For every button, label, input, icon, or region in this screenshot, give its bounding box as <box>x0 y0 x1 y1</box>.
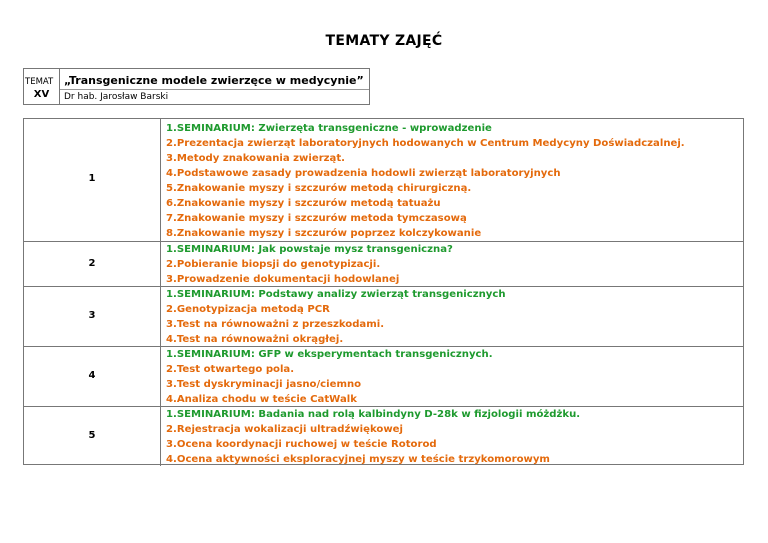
practical-item: 3.Test na równoważni z przeszkodami. <box>166 319 385 330</box>
schedule-table <box>23 118 744 465</box>
practical-item: 3.Metody znakowania zwierząt. <box>166 153 346 164</box>
topic-number-cell <box>24 69 60 104</box>
practical-item: 2.Prezentacja zwierząt laboratoryjnych hodowanych w Centrum Medycyny Doświadczalnej. <box>166 138 685 149</box>
seminar-item: 1.SEMINARIUM: Podstawy analizy zwierząt transgenicznych <box>166 289 506 300</box>
page-title: TEMATY ZAJĘĆ <box>325 33 443 49</box>
schedule-block <box>24 406 743 466</box>
block-items <box>166 347 743 407</box>
schedule-block <box>24 119 743 241</box>
block-items <box>166 121 743 241</box>
practical-item: 6.Znakowanie myszy i szczurów metodą tatuażu <box>166 198 441 209</box>
practical-item: 5.Znakowanie myszy i szczurów metodą chirurgiczną. <box>166 183 472 194</box>
schedule-block <box>24 241 743 286</box>
block-number: 2 <box>88 257 96 269</box>
block-number-cell <box>24 242 161 286</box>
practical-item: 3.Ocena koordynacji ruchowej w teście Rotorod <box>166 439 437 450</box>
topic-header <box>23 68 370 105</box>
practical-item: 2.Genotypizacja metodą PCR <box>166 304 330 315</box>
seminar-item: 1.SEMINARIUM: GFP w eksperymentach transgenicznych. <box>166 349 493 360</box>
block-number: 5 <box>88 430 96 441</box>
practical-item: 4.Ocena aktywności eksploracyjnej myszy w teście trzykomorowym <box>166 454 550 465</box>
seminar-item: 1.SEMINARIUM: Badania nad rolą kalbindyny D-28k w fizjologii móżdżku. <box>166 409 581 420</box>
practical-item: 4.Analiza chodu w teście CatWalk <box>166 394 357 405</box>
block-items <box>166 242 743 287</box>
practical-item: 4.Test na równoważni okrągłej. <box>166 334 344 345</box>
block-number-cell <box>24 407 161 466</box>
block-items <box>166 407 743 467</box>
temat-number: XV <box>33 89 50 100</box>
practical-item: 3.Test dyskryminacji jasno/ciemno <box>166 379 362 390</box>
block-number: 1 <box>88 173 96 184</box>
topic-title: „Transgeniczne modele zwierzęce w medycynie” <box>64 74 364 87</box>
block-number-cell <box>24 119 161 241</box>
practical-item: 8.Znakowanie myszy i szczurów poprzez kolczykowanie <box>166 228 482 239</box>
block-number: 4 <box>88 370 96 381</box>
practical-item: 2.Test otwartego pola. <box>166 364 295 375</box>
block-items <box>166 287 743 347</box>
block-number-cell <box>24 347 161 406</box>
block-number: 3 <box>88 310 96 321</box>
author: Dr hab. Jarosław Barski <box>64 92 169 102</box>
practical-item: 2.Pobieranie biopsji do genotypizacji. <box>166 259 381 270</box>
schedule-block <box>24 286 743 346</box>
seminar-item: 1.SEMINARIUM: Jak powstaje mysz transgeniczna? <box>166 244 453 255</box>
seminar-item: 1.SEMINARIUM: Zwierzęta transgeniczne - wprowadzenie <box>166 123 492 134</box>
temat-label: TEMAT <box>25 77 54 87</box>
practical-item: 7.Znakowanie myszy i szczurów metoda tymczasową <box>166 213 467 224</box>
practical-item: 4.Podstawowe zasady prowadzenia hodowli zwierząt laboratoryjnych <box>166 168 561 179</box>
header-divider <box>60 89 369 90</box>
schedule-block <box>24 346 743 406</box>
practical-item: 3.Prowadzenie dokumentacji hodowlanej <box>166 274 400 285</box>
practical-item: 2.Rejestracja wokalizacji ultradźwiękowej <box>166 424 403 435</box>
block-number-cell <box>24 287 161 346</box>
